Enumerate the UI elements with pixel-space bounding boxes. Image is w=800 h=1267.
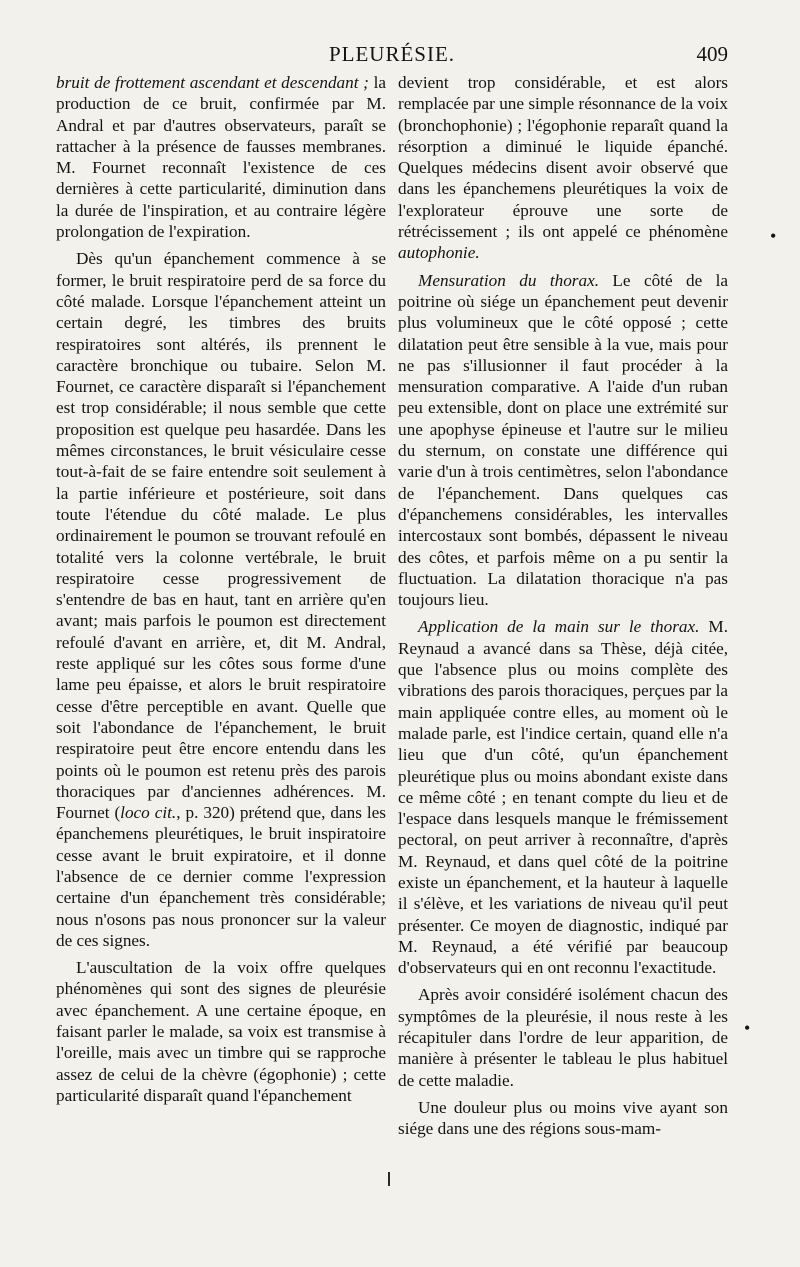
- ink-dot-mark: •: [770, 226, 777, 246]
- running-title: PLEURÉSIE.: [328, 42, 456, 66]
- paragraph-text: la production de ce bruit, confirmée par M. Andral et par d'autres observateurs, paraît se rattacher à la présence de fausses membranes. M. Fournet reconnaît l'existence de ces dernières à cette particularité, diminution dans la durée de l'inspiration, et au contraire légère prolongation de l'expiration.: [56, 73, 386, 242]
- paragraph: [56, 248, 386, 951]
- italic-phrase: bruit de frottement ascendant et descendant ;: [56, 73, 369, 92]
- right-column: [398, 72, 728, 1140]
- page-header: [56, 40, 728, 70]
- paragraph: [398, 72, 728, 264]
- ink-blot-mark: •: [744, 1018, 751, 1038]
- paragraph-text: M. Reynaud a avancé dans sa Thèse, déjà citée, que l'absence plus ou moins complète des vibrations des parois thoraciques, perçues par la main appliquée contre elles, au moment où le malade parle, est l'indice certain, quand elle n'a lieu que d'un côté, qu'un épanchement pleurétique plus ou moins abondant existe dans ce même côté ; en tenant compte du lieu et de l'espace dans lesquels manque le frémissement pectoral, on peut arriver à reconnaître, d'après M. Reynaud, et dans quel côté de la poitrine existe un épanchement, et la hauteur à laquelle il s'élève, et les variations de niveau qu'il peut présenter. Ce moyen de diagnostic, indiqué par M. Reynaud, a été vérifié par beaucoup d'observateurs qui en ont reconnu l'exactitude.: [398, 617, 728, 978]
- citation: loco cit.: [120, 803, 177, 823]
- page-number: 409: [696, 42, 728, 66]
- left-column: [56, 72, 386, 1106]
- section-heading: Application de la main sur le thorax.: [418, 617, 700, 637]
- paragraph: Une douleur plus ou moins vive ayant son siége dans une des régions sous-mam-: [398, 1097, 728, 1139]
- column-divider: [388, 1172, 390, 1186]
- paragraph-text: Le côté de la poitrine où siége un épanchement peut devenir plus volumineux que le côté opposé ; cette dilatation peut être sensible à la vue, mais pour ne pas s'illusionner il faut procéder à la mensuration comparative. A l'aide d'un ruban peu extensible, dont on place une extrémité sur une apophyse épineuse et l'autre sur le milieu du sternum, on constate une différence qui varie d'un à trois centimètres, selon l'abondance de l'épanchement. Dans quelques cas d'épanchemens considérables, les intervalles intercostaux sont bombés, dépassent le niveau des côtes, et parfois même on a pu sentir la fluctuation. La dilatation thoracique n'a pas toujours lieu.: [398, 270, 728, 610]
- paragraph: Après avoir considéré isolément chacun des symptômes de la pleurésie, il nous reste à les récapituler dans l'ordre de leur apparition, de manière à présenter le tableau le plus habituel de cette maladie.: [398, 985, 728, 1090]
- paragraph: [398, 270, 728, 611]
- paragraph-text: Dès qu'un épanchement commence à se former, le bruit respiratoire perd de sa force du côté malade. Lorsque l'épanchement atteint un certain degré, les timbres des bruits respiratoires sont altérés, ils prennent le caractère bronchique ou tubaire. Selon M. Fournet, ce caractère disparaît si l'épanchement est trop considérable; il nous semble que cette proposition est quelque peu hasardée. Dans les mêmes circonstances, le bruit vésiculaire cesse tout-à-fait de se faire entendre soit seulement à la partie inférieure et postérieure, soit dans toute l'étendue du côté malade. Le plus ordinairement le poumon se trouvant refoulé en totalité vers la colonne vertébrale, le bruit respiratoire cesse progressivement de s'entendre de bas en haut, tant en arrière qu'en avant; mais parfois le poumon est directement refoulé d'avant en arrière, et, dit M. Andral, reste appliqué sur les côtes sous forme d'une lame peu épaisse, et alors le bruit respiratoire cesse d'être perceptible en avant. Quelle que soit l'abondance de l'épanchement, le bruit respiratoire peut être encore entendu dans les points où le poumon est retenu près des parois thoraciques par d'anciennes adhérences. M. Fournet (: [56, 249, 386, 823]
- paragraph: L'auscultation de la voix offre quelques phénomènes qui sont des signes de pleurésie avec épanchement. A une certaine époque, en faisant parler le malade, sa voix est transmise à l'oreille, mais avec un timbre qui se rapproche assez de celui de la chèvre (égophonie) ; cette particularité disparaît quand l'épanchement: [56, 958, 386, 1105]
- section-heading: Mensuration du thorax.: [418, 270, 600, 290]
- paragraph-text: , p. 320) prétend que, dans les épanchemens pleurétiques, le bruit inspiratoire cesse avant le bruit expiratoire, et il donne l'absence de ce dernier comme l'expression certaine d'un épanchement très considérable; nous n'osons pas nous prononcer sur la valeur de ces signes.: [56, 803, 386, 950]
- paragraph: [398, 616, 728, 978]
- paragraph-text: devient trop considérable, et est alors remplacée par une simple résonnance de la voix (bronchophonie) ; l'égophonie reparaît quand la résorption a diminué le liquide épanché. Quelques médecins disent avoir observé que dans les épanchemens pleurétiques la voix de l'explorateur éprouve une sorte de rétrécissement ; ils ont appelé ce phénomène: [398, 73, 728, 242]
- paragraph: [56, 72, 386, 242]
- term: autophonie.: [398, 243, 480, 263]
